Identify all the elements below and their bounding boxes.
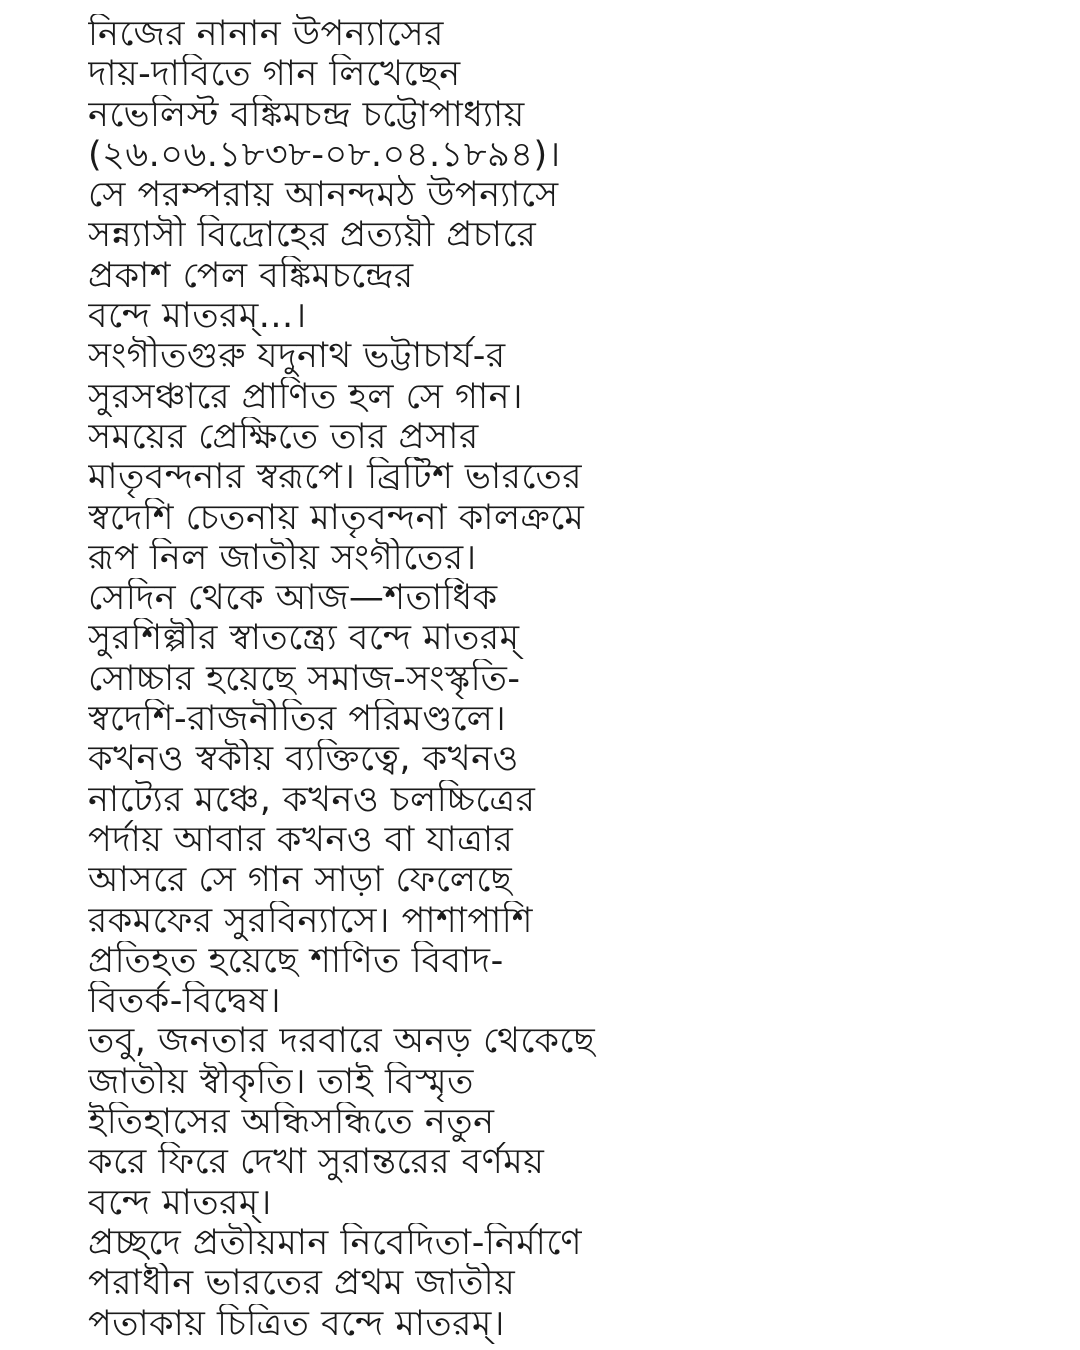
- text-line: আসরে সে গান সাড়া ফেলেছে: [88, 860, 513, 901]
- text-line: মাতৃবন্দনার স্বরূপে। ব্রিটিশ ভারতের: [88, 457, 582, 498]
- text-line: নভেলিস্ট বঙ্কিমচন্দ্র চট্টোপাধ্যায়: [88, 94, 525, 135]
- text-line: সংগীতগুরু যদুনাথ ভট্টাচার্য-র: [88, 336, 506, 377]
- text-line: বন্দে মাতরম্।: [88, 1182, 272, 1223]
- text-line: সুরশিল্পীর স্বাতন্ত্র্যে বন্দে মাতরম্: [88, 618, 520, 659]
- text-line: সময়ের প্রেক্ষিতে তার প্রসার: [88, 416, 479, 457]
- text-line: পতাকায় চিত্রিত বন্দে মাতরম্।: [88, 1303, 505, 1344]
- text-line: সোচ্চার হয়েছে সমাজ-সংস্কৃতি-: [88, 658, 521, 699]
- text-line: করে ফিরে দেখা সুরান্তরের বর্ণময়: [88, 1142, 545, 1183]
- text-line: সেদিন থেকে আজ—শতাধিক: [88, 578, 498, 619]
- text-line: তবু, জনতার দরবারে অনড় থেকেছে: [88, 1021, 596, 1062]
- text-line: রকমফের সুরবিন্যাসে। পাশাপাশি: [88, 900, 533, 941]
- text-line: সন্ন্যাসী বিদ্রোহের প্রত্যয়ী প্রচারে: [88, 215, 537, 256]
- text-line: প্রকাশ পেল বঙ্কিমচন্দ্রের: [88, 255, 414, 296]
- text-line: দায়-দাবিতে গান লিখেছেন: [88, 54, 461, 95]
- text-line: রূপ নিল জাতীয় সংগীতের।: [88, 537, 477, 578]
- text-line: প্রচ্ছদে প্রতীয়মান নিবেদিতা-নির্মাণে: [88, 1222, 583, 1263]
- text-line: বন্দে মাতরম্...।: [88, 296, 307, 337]
- text-line: কখনও স্বকীয় ব্যক্তিত্বে, কখনও: [88, 739, 519, 780]
- text-line: স্বদেশি চেতনায় মাতৃবন্দনা কালক্রমে: [88, 497, 585, 538]
- text-line: পরাধীন ভারতের প্রথম জাতীয়: [88, 1263, 516, 1304]
- text-line: নিজের নানান উপন্যাসের: [88, 14, 444, 54]
- text-line: সুরসঞ্চারে প্রাণিত হল সে গান।: [88, 376, 524, 417]
- text-line: জাতীয় স্বীকৃতি। তাই বিস্মৃত: [88, 1061, 474, 1102]
- article-text: [88, 14, 1048, 1344]
- text-line: পর্দায় আবার কখনও বা যাত্রার: [88, 819, 514, 860]
- text-line: বিতর্ক-বিদ্বেষ।: [88, 981, 282, 1022]
- text-line: নাট্যের মঞ্চে, কখনও চলচ্চিত্রের: [88, 779, 536, 820]
- text-line: স্বদেশি-রাজনীতির পরিমণ্ডলে।: [88, 699, 507, 740]
- text-line: সে পরম্পরায় আনন্দমঠ উপন্যাসে: [88, 175, 559, 216]
- text-line: ইতিহাসের অন্ধিসন্ধিতে নতুন: [88, 1102, 495, 1143]
- text-line: প্রতিহত হয়েছে শাণিত বিবাদ-: [88, 940, 504, 981]
- text-line: (২৬.০৬.১৮৩৮-০৮.০৪.১৮৯৪)।: [88, 134, 561, 175]
